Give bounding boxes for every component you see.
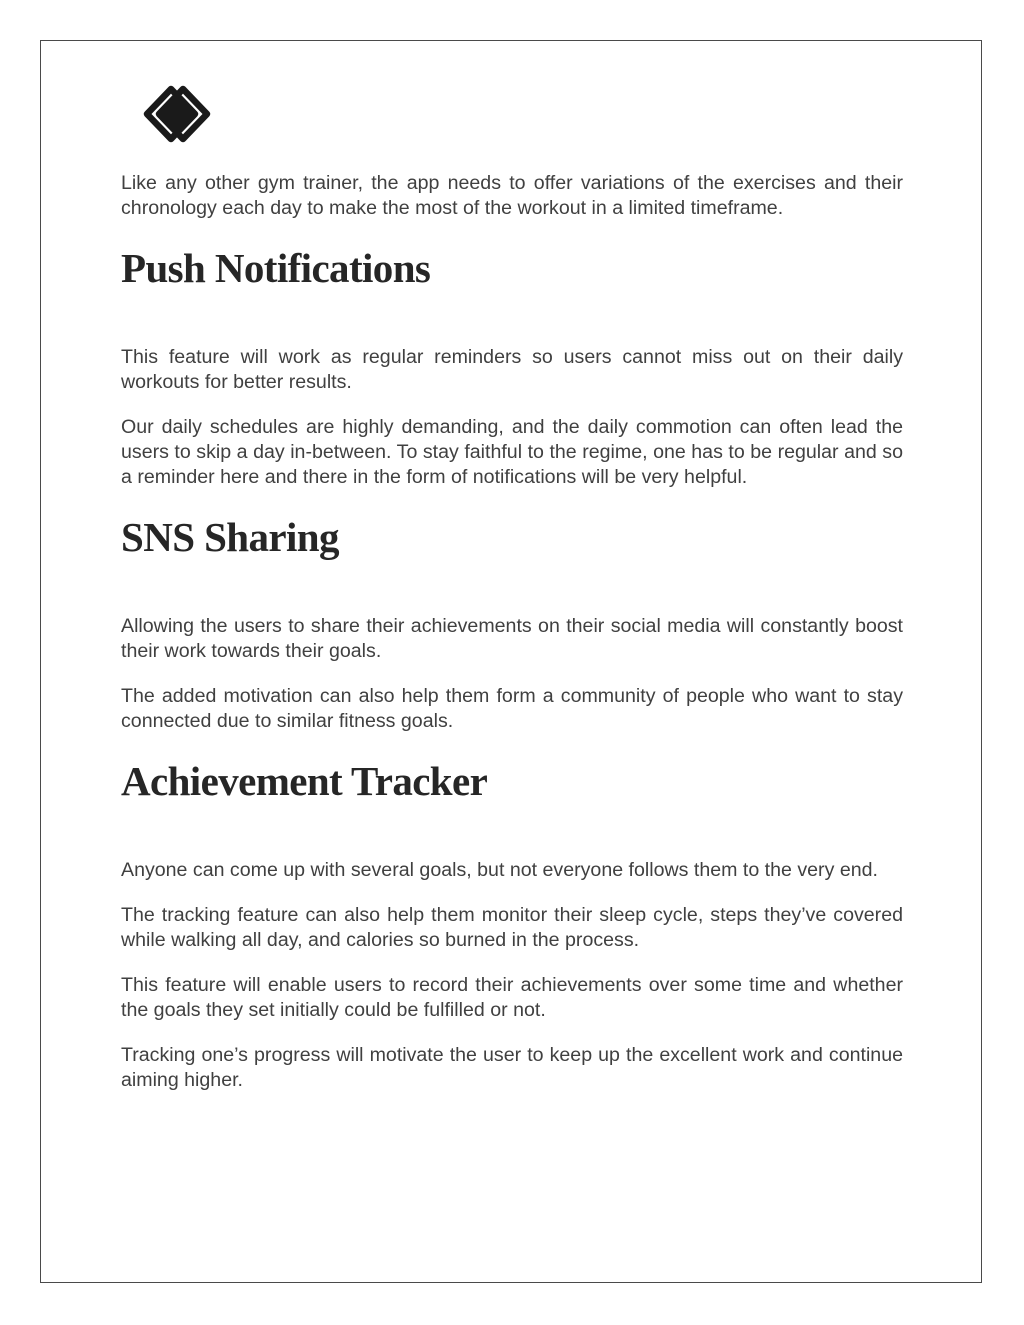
section-achievement-tracker <box>121 756 903 1093</box>
section-paragraph: This feature will work as regular reminders so users cannot miss out on their daily workouts for better results. <box>121 346 903 393</box>
section-heading: SNS Sharing <box>121 514 339 560</box>
section-paragraph: Our daily schedules are highly demanding, and the daily commotion can often lead the users to skip a day in-between. To stay faithful to the regime, one has to be regular and so a reminder here and there in the form of notifications will be very helpful. <box>121 416 903 488</box>
brand-logo-icon <box>139 83 215 147</box>
section-push-notifications <box>121 243 903 490</box>
document-body <box>121 171 903 1113</box>
section-paragraph: Anyone can come up with several goals, but not everyone follows them to the very end. <box>121 859 878 881</box>
intro-paragraph: Like any other gym trainer, the app needs to offer variations of the exercises and their chronology each day to make the most of the workout in a limited timeframe. <box>121 172 903 219</box>
section-heading: Push Notifications <box>121 245 431 291</box>
section-paragraph: Allowing the users to share their achievements on their social media will constantly boost their work towards their goals. <box>121 615 903 662</box>
section-paragraph: This feature will enable users to record their achievements over some time and whether the goals they set initially could be fulfilled or not. <box>121 974 903 1021</box>
section-sns-sharing <box>121 512 903 734</box>
section-heading: Achievement Tracker <box>121 758 488 804</box>
section-paragraph: Tracking one’s progress will motivate the user to keep up the excellent work and continue aiming higher. <box>121 1044 903 1091</box>
section-paragraph: The tracking feature can also help them monitor their sleep cycle, steps they’ve covered while walking all day, and calories so burned in the process. <box>121 904 903 951</box>
section-paragraph: The added motivation can also help them form a community of people who want to stay connected due to similar fitness goals. <box>121 685 903 732</box>
